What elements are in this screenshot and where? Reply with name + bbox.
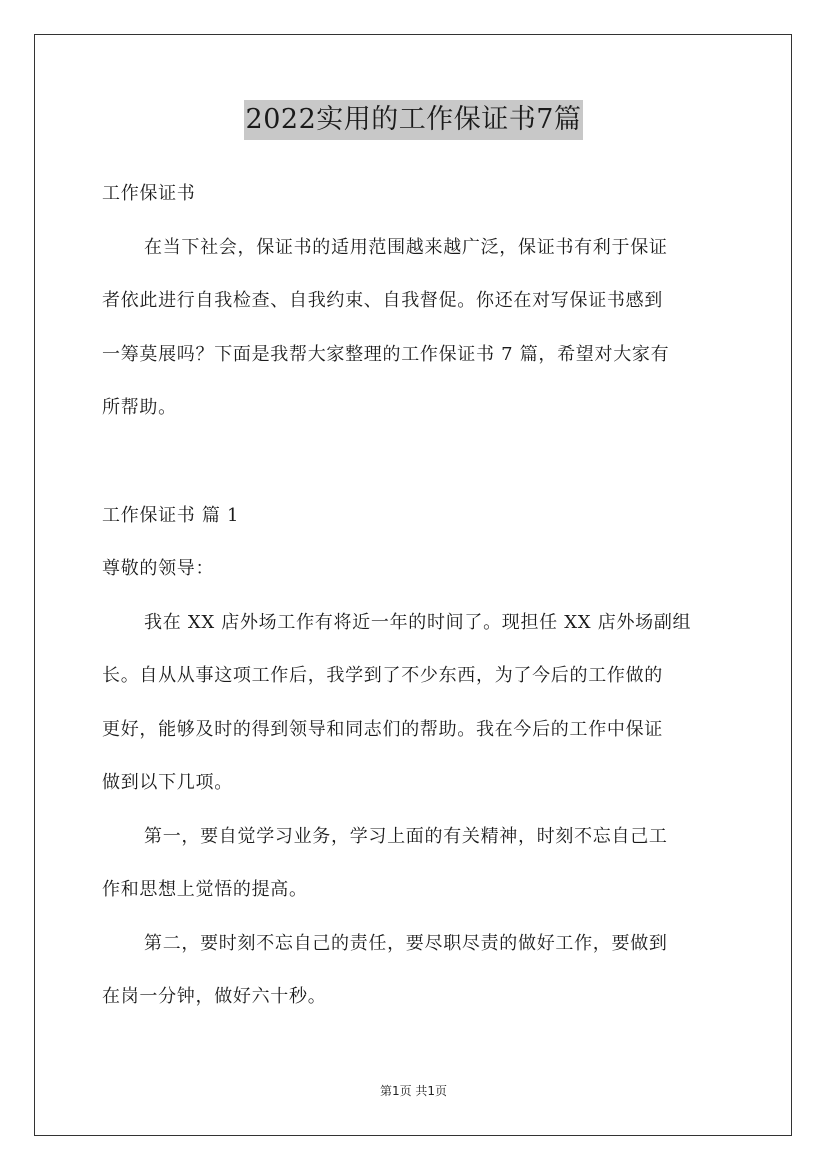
paragraph-line: 一筹莫展吗？下面是我帮大家整理的工作保证书 7 篇，希望对大家有 [102,343,670,365]
paragraph-line: 我在 XX 店外场工作有将近一年的时间了。现担任 XX 店外场副组 [144,611,692,633]
section-heading: 工作保证书 [102,183,196,204]
paragraph-line: 在当下社会，保证书的适用范围越来越广泛，保证书有利于保证 [144,236,668,258]
page-footer: 第1页 共1页 [379,1084,448,1098]
spacer [102,435,727,489]
salutation: 尊敬的领导： [102,558,215,579]
document-body [102,167,727,1024]
paragraph-line: 在岗一分钟，做好六十秒。 [102,986,327,1007]
paragraph-line: 所帮助。 [102,397,177,418]
title-container [0,100,827,140]
paragraph-line: 第二，要时刻不忘自己的责任，要尽职尽责的做好工作，要做到 [144,932,668,954]
paragraph-line: 者依此进行自我检查、自我约束、自我督促。你还在对写保证书感到 [102,290,663,311]
paragraph-line: 第一，要自觉学习业务，学习上面的有关精神，时刻不忘自己工 [144,825,668,847]
paragraph-line: 长。自从从事这项工作后，我学到了不少东西，为了今后的工作做的 [102,665,663,686]
section-heading: 工作保证书 篇 1 [102,504,240,526]
document-title: 2022实用的工作保证书7篇 [244,100,584,140]
paragraph-line: 更好，能够及时的得到领导和同志们的帮助。我在今后的工作中保证 [102,718,663,740]
paragraph-line: 做到以下几项。 [102,772,233,793]
paragraph-line: 作和思想上觉悟的提高。 [102,879,308,900]
